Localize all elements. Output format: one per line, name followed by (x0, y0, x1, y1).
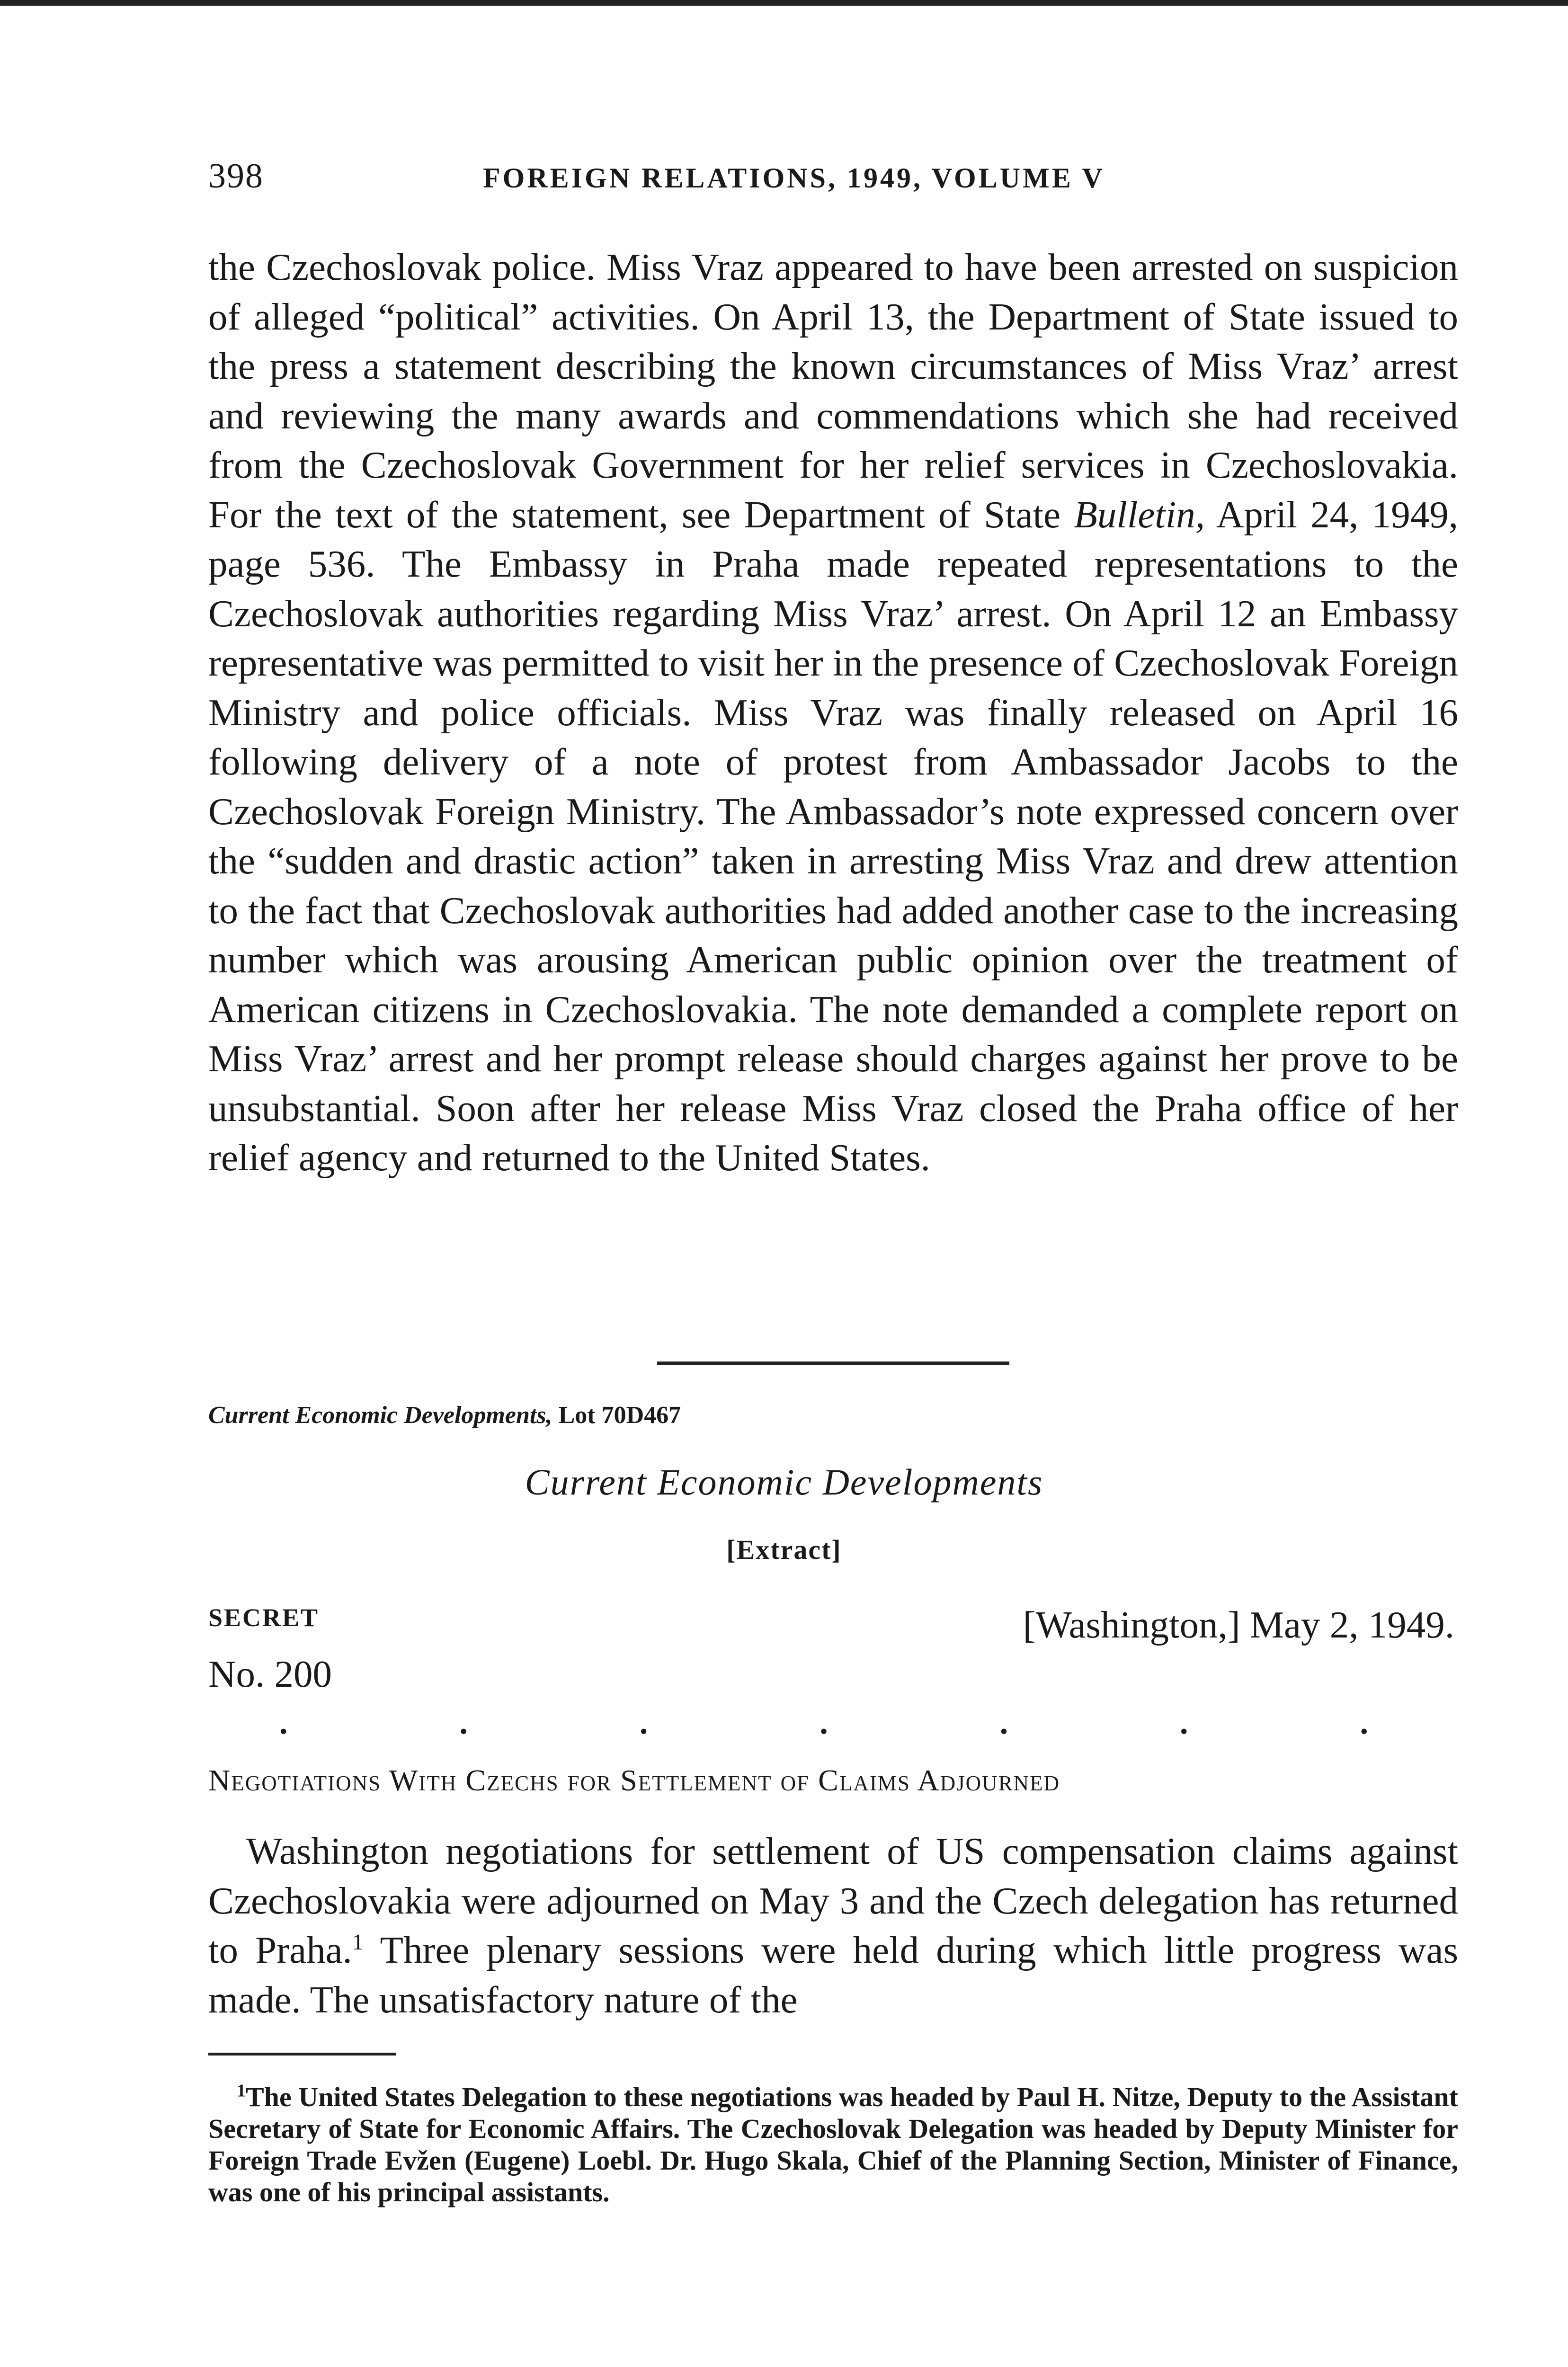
footnote (208, 2081, 1458, 2208)
footnote-marker: 1 (237, 2081, 246, 2101)
footnote-reference: 1 (352, 1930, 364, 1955)
document-title: Current Economic Developments (525, 1461, 1043, 1503)
continuation-paragraph (208, 242, 1458, 1183)
continuation-text-part-1: the Czechoslovak police. Miss Vraz appeared to have been arrested on suspicion of alleged “political” activities. On April 13, the Department of State issued to the press a statement describing the known circumstances of Miss Vraz’ arrest and reviewing the many awards and commendations which she had received from the Czechoslovak Government for her relief services in Czechoslovakia. For the text of the statement, see Department of State (208, 246, 1458, 536)
ellipsis-dot: . (999, 1705, 1008, 1741)
ellipsis-dot: . (639, 1705, 648, 1741)
classification-marking: SECRET (208, 1603, 320, 1632)
footnote-rule (208, 2053, 396, 2056)
ellipsis-dot: . (459, 1705, 468, 1741)
page-number: 398 (208, 157, 264, 196)
ellipsis-dot: . (279, 1705, 288, 1741)
source-file-name: Current Economic Developments, (208, 1402, 552, 1429)
ellipsis-dot: . (1180, 1705, 1188, 1741)
document-body-text (208, 1826, 1458, 2024)
bulletin-title: Bulletin, (1074, 493, 1205, 536)
body-text-part-1: Washington negotiations for settlement of US compensation claims against Czechoslovakia were adjourned on May 3 and the Czech delegation has returned to Praha. (208, 1830, 1458, 1971)
footnote-text: The United States Delegation to these negotiations was headed by Paul H. Nitze, Deputy to the Assistant Secretary of State for Economic Affairs. The Czechoslovak Delegation was headed by Deputy Minister for Foreign Trade Evžen (Eugene) Loebl. Dr. Hugo Skala, Chief of the Planning Section, Minister of Finance, was one of his principal assistants. (208, 2082, 1458, 2207)
continuation-paragraph-text (208, 242, 1458, 1183)
source-lot-number: Lot 70D467 (552, 1402, 681, 1429)
document-number: No. 200 (208, 1653, 332, 1695)
document-body-paragraph (208, 1826, 1458, 2024)
ellipsis-dot: . (1360, 1705, 1368, 1741)
dateline: [Washington,] May 2, 1949. (1023, 1603, 1454, 1646)
page-top-edge (0, 0, 1568, 6)
section-heading: Negotiations With Czechs for Settlement of Claims Adjourned (208, 1763, 1060, 1797)
continuation-text-part-2: April 24, 1949, page 536. The Embassy in Praha made repeated representations to the Czechoslovak authorities regarding Miss Vraz’ arrest. On April 12 an Embassy representative was permitted to visit her in the presence of Czechoslovak Foreign Ministry and police officials. Miss Vraz was finally released on April 16 following delivery of a note of protest from Ambassador Jacobs to the Czechoslovak Foreign Ministry. The Ambassador’s note expressed concern over the “sudden and drastic action” taken in arresting Miss Vraz and drew attention to the fact that Czechoslovak authorities had added another case to the increasing number which was arousing American public opinion over the treatment of American citizens in Czechoslovakia. The note demanded a complete report on Miss Vraz’ arrest and her prompt release should charges against her prove to be unsubstantial. Soon after her release Miss Vraz closed the Praha office of her relief agency and returned to the United States. (208, 493, 1458, 1179)
ellipsis-dot: . (820, 1705, 828, 1741)
running-title: FOREIGN RELATIONS, 1949, VOLUME V (483, 162, 1105, 194)
section-divider (657, 1361, 1009, 1365)
body-text-part-2: Three plenary sessions were held during which little progress was made. The unsatisfactory nature of the (208, 1929, 1458, 2021)
extract-label: [Extract] (726, 1534, 842, 1565)
omission-ellipsis (279, 1704, 1368, 1741)
source-citation (208, 1401, 681, 1429)
running-head (208, 156, 1458, 199)
